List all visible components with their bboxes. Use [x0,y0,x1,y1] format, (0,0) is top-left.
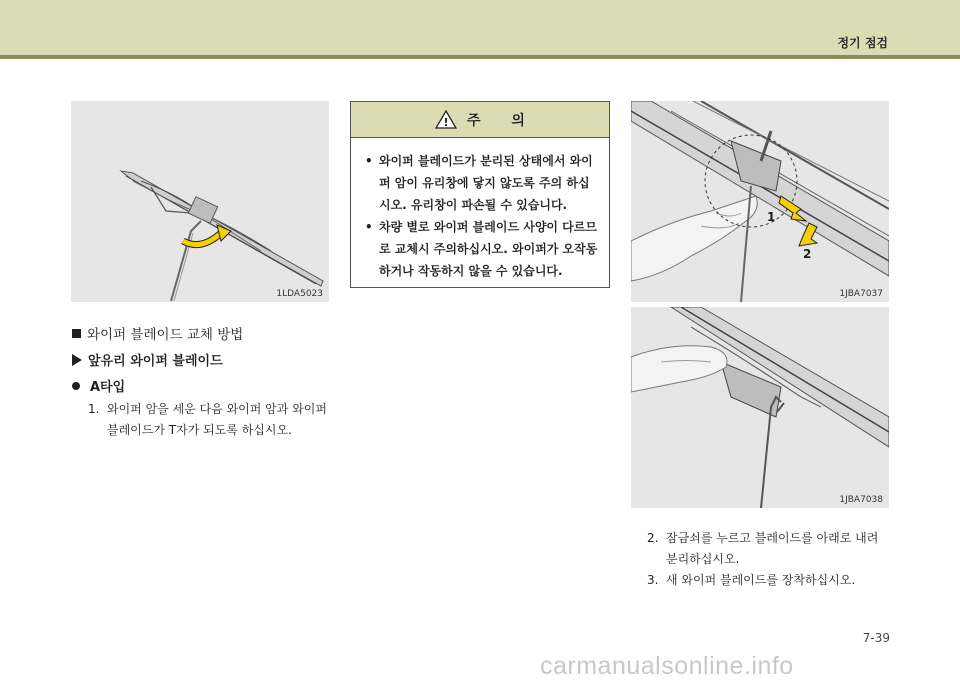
warning-glyph: ! [443,116,449,129]
press-clip-illustration [631,101,889,302]
watermark: carmanualsonline.info [540,652,794,680]
figure-wiper-raised [71,101,329,302]
remove-blade-illustration [631,307,889,508]
heading-text: A타입 [90,380,126,395]
figure-code: 1JBA7037 [839,289,883,299]
caution-item-text: 와이퍼 블레이드가 분리된 상태에서 와이퍼 암이 유리창에 닿지 않도록 주의 하십시오. 유리창이 파손될 수 있습니다. [379,154,593,212]
figure-press-clip [631,101,889,302]
callout-1: 1 [767,210,776,224]
step-number: 2. [647,531,659,545]
caution-box [350,101,610,288]
callout-2: 2 [803,247,812,261]
step-3 [647,570,892,591]
caution-title: 주 의 [467,112,525,129]
circle-bullet-icon [72,382,80,390]
heading-blade-replacement [72,323,243,343]
step-number: 1. [88,402,100,416]
heading-text: 와이퍼 블레이드 교체 방법 [87,327,244,343]
step-1 [88,399,338,441]
caution-item-text: 차량 별로 와이퍼 블레이드 사양이 다르므로 교체시 주의하십시오. 와이퍼가 오작동하거나 작동하지 않을 수 있습니다. [379,220,598,278]
wiper-raised-illustration [71,101,329,302]
figure-code: 1LDA5023 [276,289,323,299]
bullet: • [365,220,373,234]
step-text: 새 와이퍼 블레이드를 장착하십시오. [666,573,856,587]
triangle-bullet-icon [72,354,82,366]
heading-front-wiper [72,350,223,369]
step-text: 잠금쇠를 누르고 블레이드를 아래로 내려 분리하십시오. [666,531,879,566]
caution-header [351,102,609,138]
caution-item [351,216,609,282]
figure-code: 1JBA7038 [839,495,883,505]
caution-list [351,150,609,282]
step-number: 3. [647,573,659,587]
page-number: 7-39 [862,631,890,645]
heading-text: 앞유리 와이퍼 블레이드 [88,354,223,369]
header-rule [0,55,960,59]
heading-type-a [72,376,125,395]
section-title: 정기 점검 [837,36,888,50]
figure-remove-blade [631,307,889,508]
bullet: • [365,154,373,168]
step-text: 와이퍼 암을 세운 다음 와이퍼 암과 와이퍼 블레이드가 T자가 되도록 하십시오. [107,402,327,437]
header-band [0,0,960,55]
warning-triangle-icon [435,110,457,129]
step-2 [647,528,892,570]
square-bullet-icon [72,329,81,338]
caution-item [351,150,609,216]
